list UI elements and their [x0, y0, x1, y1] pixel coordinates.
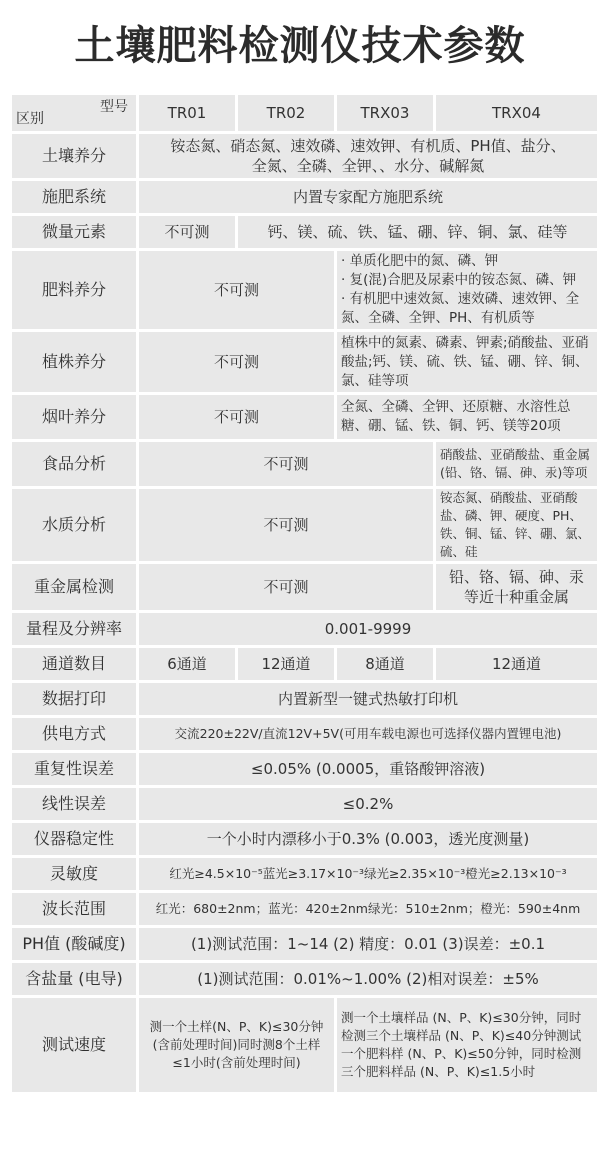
linearity-value: ≤0.2%: [139, 788, 597, 820]
print-value: 内置新型一键式热敏打印机: [139, 683, 597, 715]
tobacco-value: 全氮、全磷、全钾、还原糖、水溶性总糖、硼、锰、铁、铜、钙、镁等20项: [337, 395, 597, 439]
model-trx04: TRX04: [436, 95, 597, 131]
row-label: 测试速度: [12, 998, 136, 1092]
header-corner-cell: [12, 95, 136, 131]
fertilization-system-value: 内置专家配方施肥系统: [139, 181, 597, 213]
trace-tr01-value: 不可测: [139, 216, 235, 248]
row-print: [12, 683, 597, 715]
power-value: 交流220±22V/直流12V+5V(可用车载电源也可选择仪器内置锂电池): [139, 718, 597, 750]
heavy-value: 铅、铬、镉、砷、汞 等近十种重金属: [436, 564, 597, 610]
row-soil: [12, 134, 597, 178]
plant-value: 植株中的氮素、磷素、钾素;硝酸盐、亚硝酸盐;钙、镁、硫、铁、锰、硼、锌、铜、氯、硅等项: [337, 332, 597, 392]
corner-distinction-label: 区别: [16, 111, 44, 127]
wavelength-value: 红光：680±2nm；蓝光：420±2nm绿光：510±2nm；橙光：590±4nm: [139, 893, 597, 925]
heavy-na: 不可测: [139, 564, 433, 610]
row-linearity: [12, 788, 597, 820]
model-tr01: TR01: [139, 95, 235, 131]
row-fertilizer: [12, 251, 597, 329]
ph-value: (1)测试范围：1~14 (2) 精度：0.01 (3)误差：±0.1: [139, 928, 597, 960]
row-water: [12, 489, 597, 561]
row-label: 含盐量 (电导): [12, 963, 136, 995]
repeatability-value: ≤0.05% (0.0005，重铬酸钾溶液): [139, 753, 597, 785]
row-test-speed: [12, 998, 597, 1092]
row-salinity: [12, 963, 597, 995]
row-fertilization-system: [12, 181, 597, 213]
channels-tr02: 12通道: [238, 648, 334, 680]
soil-value: 铵态氮、硝态氮、速效磷、速效钾、有机质、PH值、盐分、 全氮、全磷、全钾、、水分、碱解氮: [139, 134, 597, 178]
row-label: 肥料养分: [12, 251, 136, 329]
row-plant: [12, 332, 597, 392]
row-repeatability: [12, 753, 597, 785]
row-label: 通道数目: [12, 648, 136, 680]
speed-right-value: 测一个土壤样品 (N、P、K)≤30分钟，同时检测三个土壤样品 (N、P、K)≤40分钟测试一个肥料样 (N、P、K)≤50分钟，同时检测三个肥料样品 (N、P、K)≤1.5小时: [337, 998, 597, 1092]
row-label: 数据打印: [12, 683, 136, 715]
food-value: 硝酸盐、亚硝酸盐、重金属(铅、铬、镉、砷、汞)等项: [436, 442, 597, 486]
row-label: 波长范围: [12, 893, 136, 925]
row-label: PH值 (酸碱度): [12, 928, 136, 960]
row-channels: [12, 648, 597, 680]
row-ph: [12, 928, 597, 960]
row-label: 重金属检测: [12, 564, 136, 610]
row-sensitivity: [12, 858, 597, 890]
corner-model-label: 型号: [100, 99, 128, 115]
row-label: 仪器稳定性: [12, 823, 136, 855]
row-label: 量程及分辨率: [12, 613, 136, 645]
food-na: 不可测: [139, 442, 433, 486]
row-label: 水质分析: [12, 489, 136, 561]
row-label: 微量元素: [12, 216, 136, 248]
row-label: 植株养分: [12, 332, 136, 392]
range-value: 0.001-9999: [139, 613, 597, 645]
row-tobacco: [12, 395, 597, 439]
fertilizer-na: 不可测: [139, 251, 334, 329]
channels-trx03: 8通道: [337, 648, 433, 680]
row-label: 食品分析: [12, 442, 136, 486]
water-na: 不可测: [139, 489, 433, 561]
row-label: 线性误差: [12, 788, 136, 820]
water-value: 铵态氮、硝酸盐、亚硝酸盐、磷、钾、硬度、PH、铁、铜、锰、锌、硼、氯、硫、硅: [436, 489, 597, 561]
speed-left-value: 测一个土样(N、P、K)≤30分钟 (含前处理时间)同时测8个土样 ≤1小时(含前处理时间): [139, 998, 334, 1092]
tobacco-na: 不可测: [139, 395, 334, 439]
row-heavy-metals: [12, 564, 597, 610]
sensitivity-value: 红光≥4.5×10⁻⁵蓝光≥3.17×10⁻³绿光≥2.35×10⁻³橙光≥2.13×10⁻³: [139, 858, 597, 890]
channels-trx04: 12通道: [436, 648, 597, 680]
page-title: 土壤肥料检测仪技术参数: [74, 23, 526, 69]
row-label: 烟叶养分: [12, 395, 136, 439]
model-tr02: TR02: [238, 95, 334, 131]
salinity-value: (1)测试范围：0.01%~1.00% (2)相对误差：±5%: [139, 963, 597, 995]
row-food: [12, 442, 597, 486]
model-trx03: TRX03: [337, 95, 433, 131]
row-stability: [12, 823, 597, 855]
row-label: 土壤养分: [12, 134, 136, 178]
row-power: [12, 718, 597, 750]
header-row: [12, 95, 597, 131]
row-label: 供电方式: [12, 718, 136, 750]
spec-table: [9, 92, 600, 1095]
channels-tr01: 6通道: [139, 648, 235, 680]
stability-value: 一个小时内漂移小于0.3% (0.003，透光度测量): [139, 823, 597, 855]
plant-na: 不可测: [139, 332, 334, 392]
row-label: 重复性误差: [12, 753, 136, 785]
row-wavelength: [12, 893, 597, 925]
trace-others-value: 钙、镁、硫、铁、锰、硼、锌、铜、氯、硅等: [238, 216, 597, 248]
row-label: 施肥系统: [12, 181, 136, 213]
row-label: 灵敏度: [12, 858, 136, 890]
row-trace-elements: [12, 216, 597, 248]
row-range: [12, 613, 597, 645]
fertilizer-value: · 单质化肥中的氮、磷、钾 · 复(混)合肥及尿素中的铵态氮、磷、钾 · 有机肥中速效氮、速效磷、速效钾、全氮、全磷、全钾、PH、有机质等: [337, 251, 597, 329]
